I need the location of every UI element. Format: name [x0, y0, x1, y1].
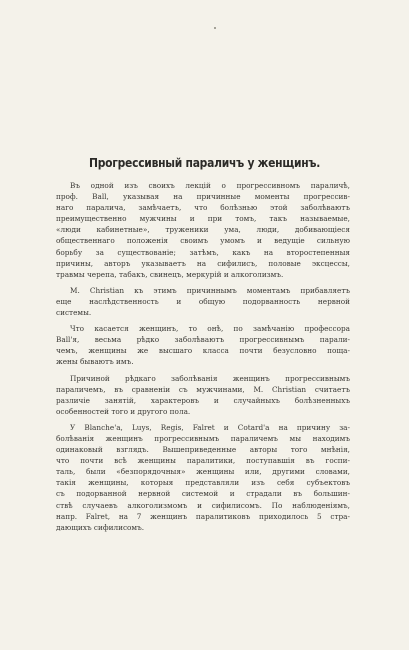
text-line: травмы черепа, табакъ, свинецъ, меркурій и алкоголизмъ.: [56, 269, 284, 279]
text-line: параличемъ, въ сравненіи съ мужчинами, M. Christian считаетъ: [56, 384, 350, 394]
paragraph-2: [56, 285, 350, 318]
text-line: ствѣ случаевъ алкоголизмомъ и сифилисомъ. По наблюденіямъ,: [56, 500, 350, 510]
text-line: наго паралича, замѣчаетъ, что болѣзнью этой заболѣваютъ: [56, 203, 350, 213]
text-line: преимущественно мужчины и при томъ, такъ называемые,: [56, 214, 350, 224]
paragraph-5: [56, 422, 350, 533]
page-mark: [214, 27, 216, 29]
text-line: различіе занятій, характеровъ и случайныхъ болѣзненныхъ: [56, 395, 350, 405]
text-line: таль, были «безпорядочныя» женщины или, другими словами,: [56, 467, 350, 477]
text-line: проф. Ball, указывая на причинные моменты прогрессив-: [56, 192, 350, 202]
text-line: M. Christian къ этимъ причиннымъ моментамъ прибавляетъ: [70, 285, 350, 295]
text-line: общественнаго положенія своимъ умомъ и ведущіе сильную: [56, 236, 350, 246]
text-line: Что касается женщинъ, то онѣ, по замѣчанію профессора: [70, 324, 350, 334]
text-line: такія женщины, которыя представляли изъ себя субъектовъ: [56, 478, 350, 488]
text-line: «люди кабинетные», труженики ума, люди, добивающіеся: [56, 225, 350, 235]
text-line: съ подорванной нервной системой и страдали въ большин-: [56, 489, 350, 499]
text-line: болѣванія женщинъ прогрессивнымъ параличемъ мы находимъ: [56, 433, 350, 443]
text-line: одинаковый взглядъ. Вышеприведенные авторы того мнѣнія,: [56, 445, 350, 455]
body-text: [56, 180, 350, 533]
text-line: системы.: [56, 308, 92, 318]
text-line: Причиной рѣдкаго заболѣванія женщинъ прогрессивнымъ: [70, 373, 350, 383]
paragraph-3: [56, 323, 350, 367]
paragraph-4: [56, 373, 350, 417]
text-line: У Blanche'а, Luys, Regis, Falret и Cotard'а на причину за-: [70, 422, 350, 432]
text-line: причины, авторъ указываетъ на сифилисъ, половые эксцессы,: [56, 258, 350, 268]
text-line: Ball'я, весьма рѣдко заболѣваютъ прогрессивнымъ парали-: [56, 335, 350, 345]
text-line: дающихъ сифилисомъ.: [56, 522, 145, 532]
text-line: что почти всѣ женщины паралитики, поступавшія въ госпи-: [56, 456, 350, 466]
paragraph-1: [56, 180, 350, 280]
text-line: чемъ, женщины же высшаго класса почти безусловно поща-: [56, 346, 350, 356]
text-line: особенностей того и другого пола.: [56, 406, 191, 416]
text-line: жены бываютъ имъ.: [56, 357, 134, 367]
chapter-title: Прогрессивный параличъ у женщинъ.: [88, 155, 321, 170]
text-line: напр. Falret, на 7 женщинъ паралитиковъ приходилось 5 стра-: [56, 511, 350, 521]
text-line: борьбу за существованіе; затѣмъ, какъ на второстепенныя: [56, 247, 350, 257]
text-line: еще наслѣдственность и общую подорванность нервной: [56, 296, 350, 306]
text-line: Въ одной изъ своихъ лекцій о прогрессивномъ параличѣ,: [70, 181, 350, 190]
